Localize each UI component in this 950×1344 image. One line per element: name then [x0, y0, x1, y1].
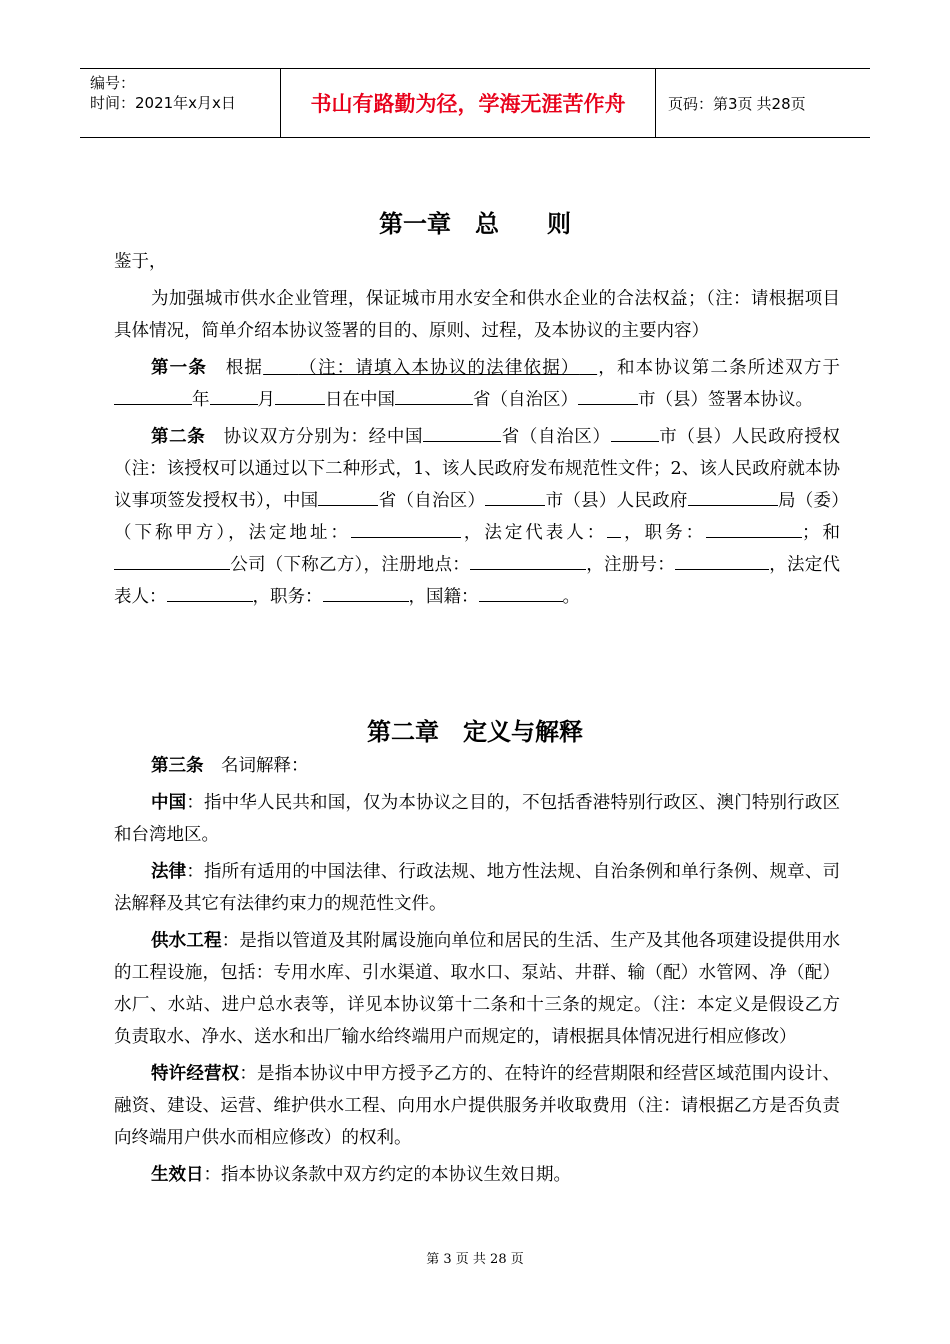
def-law: 法律：指所有适用的中国法律、行政法规、地方性法规、自治条例和单行条例、规章、司法解释及其它有法律约束力的规范性文件。: [114, 862, 840, 914]
article-3: 第三条 名词解释：: [151, 756, 309, 776]
page-total-label: 共28页: [756, 94, 806, 113]
header-page-info: [656, 69, 870, 137]
chapter2-body: [114, 750, 840, 1191]
page-header: [80, 68, 870, 138]
purpose-paragraph: 为加强城市供水企业管理，保证城市用水安全和供水企业的合法权益；（注：请根据项目具体情况，简单介绍本协议签署的目的、原则、过程，及本协议的主要内容）: [114, 289, 840, 341]
chapter1-body: [114, 246, 840, 613]
chapter2-title: 第二章 定义与解释: [367, 718, 583, 746]
def-franchise: 特许经营权：是指本协议中甲方授予乙方的、在特许的经营期限和经营区域范围内设计、融资、建设、运营、维护供水工程、向用水户提供服务并收取费用（注：请根据乙方是否负责向终端用户供水而相应修改）的权利。: [114, 1064, 841, 1148]
header-motto: 书山有路勤为径，学海无涯苦作舟: [280, 69, 656, 137]
header-meta: [80, 69, 280, 137]
article-2-label: 第二条: [151, 427, 206, 447]
chapter1-title: 第一章 总 则: [379, 210, 571, 238]
doc-time-label: 时间：2021年x月x日: [90, 94, 236, 112]
article-3-label: 第三条: [151, 756, 204, 776]
page-footer: 第 3 页 共 28 页: [426, 1252, 524, 1267]
article-1: 第一条 根据 （注：请填入本协议的法律依据） ，和本协议第二条所述双方于年 月 日在中国 省（自治区） 市（县）签署本协议。: [114, 352, 840, 416]
def-effective-date: 生效日：指本协议条款中双方约定的本协议生效日期。: [151, 1165, 571, 1185]
article-1-label: 第一条: [151, 358, 208, 378]
def-china: 中国：指中华人民共和国，仅为本协议之目的，不包括香港特别行政区、澳门特别行政区和台湾地区。: [114, 793, 840, 845]
doc-number-label: 编号：: [90, 74, 136, 92]
page-number-label: 页码：第3页: [668, 94, 753, 113]
article-2: 第二条 协议双方分别为：经中国 省（自治区） 市（县）人民政府授权（注：该授权可以通过以下二种形式，1、该人民政府发布规范性文件；2、该人民政府就本协议事项签发授权书），中国 省（自治区） 市（县）人民政府 局（委）（下称甲方），法定地址： ，法定代表人： ，职务： ；和公司（下称乙方），注册地点： ，注册号： ，法定代表人： ，职务： ，国籍： 。: [114, 421, 840, 613]
article-1-legal-basis: （注：请填入本协议的法律依据）: [298, 358, 580, 378]
def-water-project: 供水工程：是指以管道及其附属设施向单位和居民的生活、生产及其他各项建设提供用水的工程设施，包括：专用水库、引水渠道、取水口、泵站、井群、输（配）水管网、净（配）水厂、水站、进户总水表等，详见本协议第十二条和十三条的规定。（注：本定义是假设乙方负责取水、净水、送水和出厂输水给终端用户而规定的，请根据具体情况进行相应修改）: [114, 931, 841, 1047]
whereas-line: 鉴于，: [114, 252, 167, 272]
